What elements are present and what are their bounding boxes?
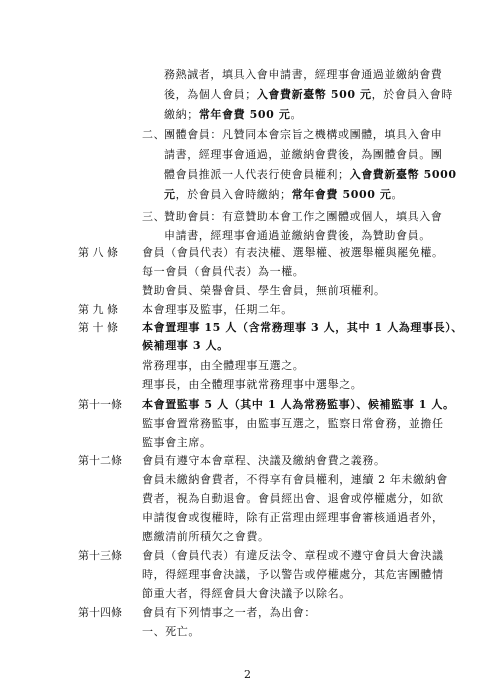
sponsor-member-prefix: 三、	[142, 210, 166, 223]
text-span: 後，為個人會員；	[164, 88, 257, 101]
annual-fee-5000: 常年會費 5000 元	[291, 188, 392, 201]
article-8-label: 第 八 條	[78, 246, 118, 259]
entry-fee-5000: 入會費新臺幣 5000	[349, 168, 457, 181]
group-member-line-3	[164, 168, 457, 182]
article-11-line-1: 本會置監事 5 人（其中 1 人為常務監事）、候補監事 1 人。	[142, 398, 455, 411]
article-10-line-2: 候補理事 3 人。	[142, 339, 229, 352]
text-span: 體會員推派一人代表行使會員權利；	[164, 168, 350, 181]
individual-member-line-2	[164, 88, 453, 102]
article-11-label: 第十一條	[78, 398, 122, 411]
text-span: 。	[290, 108, 303, 121]
article-11-line-2: 監事會置常務監事，由監事互選之，監察日常會務，並擔任	[142, 417, 444, 430]
text-span: 元	[164, 188, 176, 201]
article-9-label: 第 九 條	[78, 303, 118, 316]
article-13-line-2: 時，得經理事會決議，予以警告或停權處分，其危害團體情	[142, 568, 444, 581]
text-span: 。	[391, 188, 404, 201]
text-span: ，於會員入會時繳納；	[175, 188, 292, 201]
article-12-line-1: 會員有遵守本會章程、決議及繳納會費之義務。	[142, 454, 386, 467]
article-10-line-1: 本會置理事 15 人（含常務理事 3 人，其中 1 人為理事長）、	[142, 321, 463, 334]
article-13-label: 第十三條	[78, 549, 122, 562]
individual-member-line-3	[164, 108, 302, 122]
annual-fee-500: 常年會費 500 元	[198, 108, 291, 121]
article-8-line-2: 每一會員（會員代表）為一權。	[142, 265, 305, 278]
article-9-line-1: 本會理事及監事，任期二年。	[142, 303, 293, 316]
group-member-prefix: 二、	[142, 128, 166, 141]
article-10-line-3: 常務理事，由全體理事互選之。	[142, 359, 305, 372]
article-8-line-1: 會員（會員代表）有表決權、選舉權、被選舉權與罷免權。	[142, 246, 444, 259]
individual-member-line-1: 務熱誠者，填具入會申請書，經理事會通過並繳納會費	[164, 68, 443, 81]
article-12-line-5: 應繳清前所積欠之會費。	[142, 530, 270, 543]
article-12-line-3: 費者，視為自動退會。會員經出會、退會或停權處分，如欲	[142, 492, 444, 505]
article-10-label: 第 十 條	[78, 321, 118, 334]
page-number: 2	[244, 668, 251, 681]
group-member-line-1: 團體會員：凡贊同本會宗旨之機構或團體，填具入會申	[164, 128, 443, 141]
sponsor-member-line-2: 申請書，經理事會通過並繳納會費後，為贊助會員。	[164, 229, 431, 242]
text-span: ，於會員入會時	[371, 88, 453, 101]
article-12-line-4: 申請復會或復權時，除有正當理由經理事會審核通過者外，	[142, 511, 444, 524]
entry-fee-500: 入會費新臺幣 500 元	[256, 88, 372, 101]
text-span: 繳納；	[164, 108, 199, 121]
article-13-line-3: 節重大者，得經會員大會決議予以除名。	[142, 587, 351, 600]
group-member-line-2: 請書，經理事會通過，並繳納會費後，為團體會員。團	[164, 148, 443, 161]
group-member-line-4	[164, 188, 403, 202]
sponsor-member-line-1: 贊助會員：有意贊助本會工作之團體或個人，填具入會	[164, 210, 443, 223]
article-8-line-3: 贊助會員、榮譽會員、學生會員，無前項權利。	[142, 284, 386, 297]
article-11-line-3: 監事會主席。	[142, 436, 212, 449]
article-12-line-2: 會員未繳納會費者，不得享有會員權利，連續 2 年未繳納會	[142, 473, 448, 486]
article-12-label: 第十二條	[78, 454, 122, 467]
article-13-line-1: 會員（會員代表）有違反法令、章程或不遵守會員大會決議	[142, 549, 444, 562]
article-10-line-4: 理事長，由全體理事就常務理事中選舉之。	[142, 378, 363, 391]
article-14-line-1: 會員有下列情事之一者，為出會：	[142, 606, 316, 619]
article-14-line-2: 一、死亡。	[142, 625, 200, 638]
article-14-label: 第十四條	[78, 606, 122, 619]
